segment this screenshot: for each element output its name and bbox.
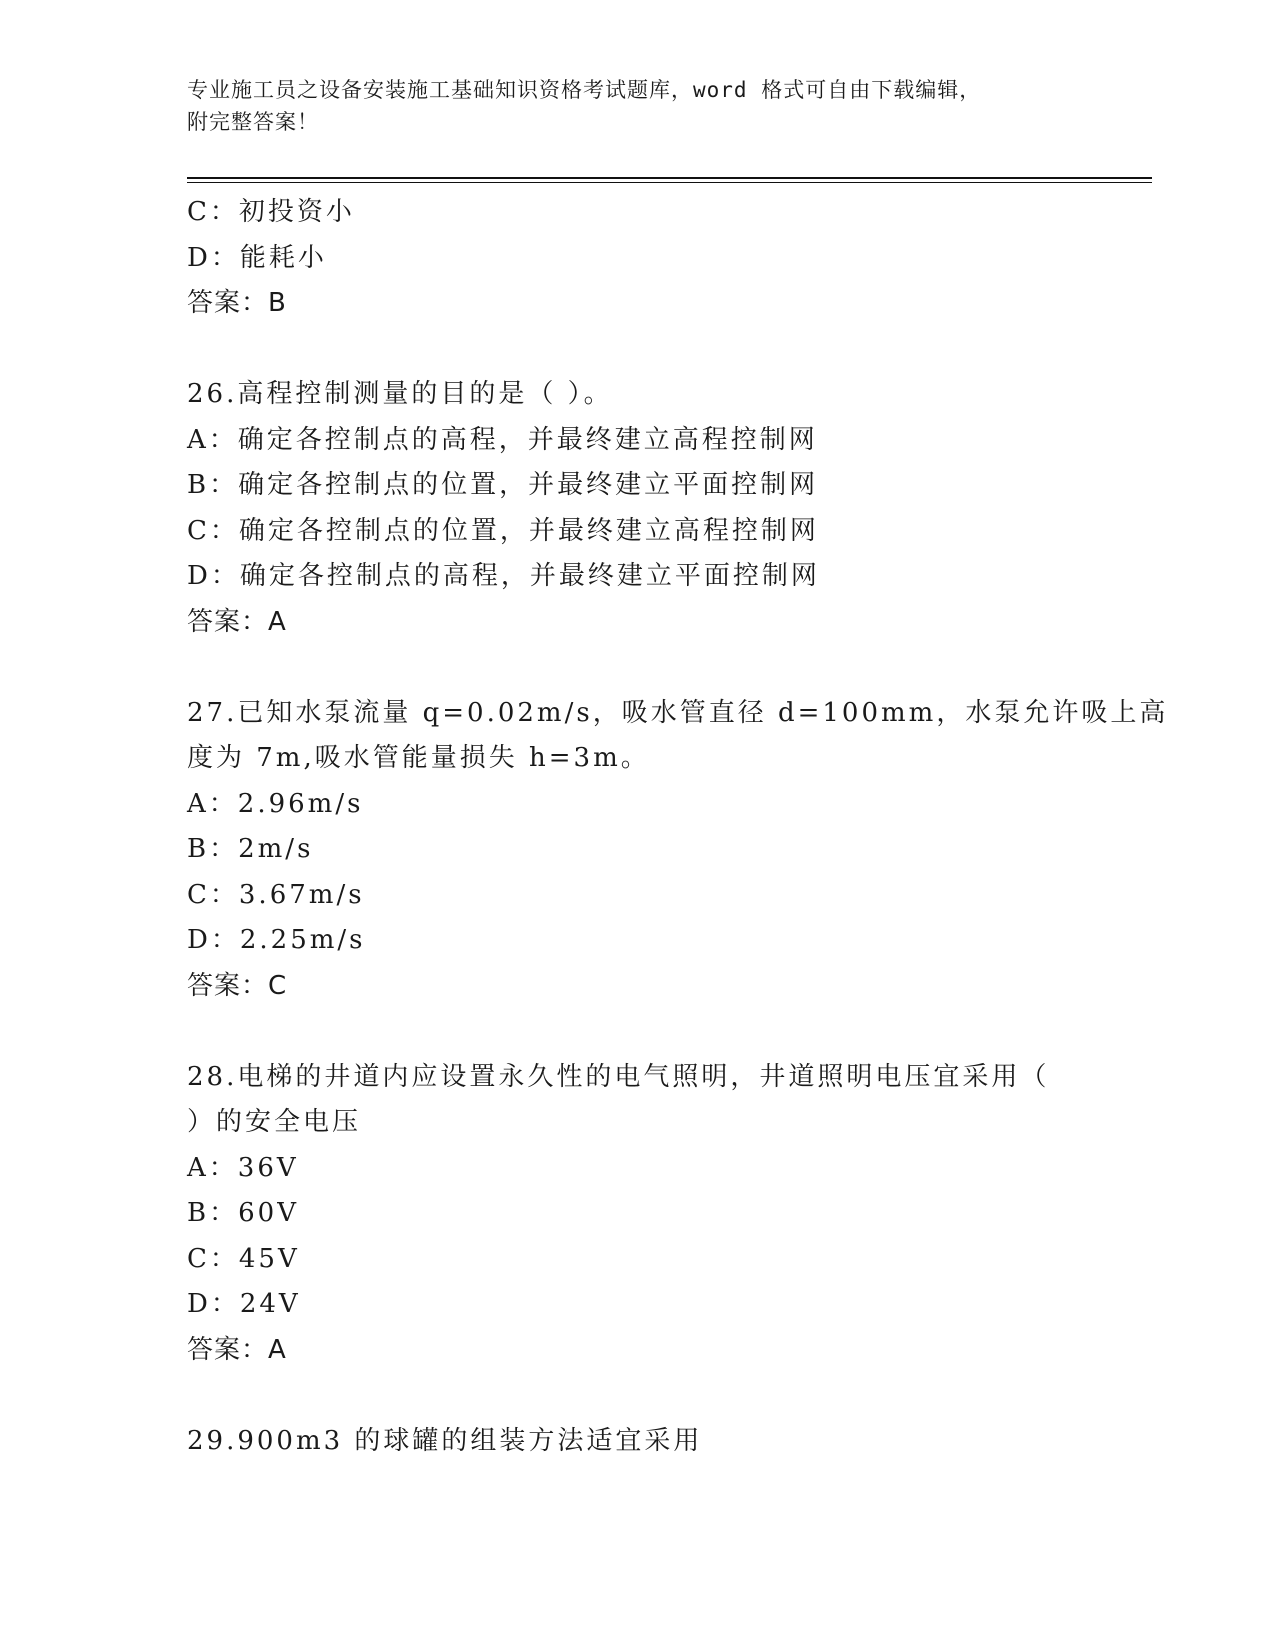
document-header xyxy=(187,74,1087,138)
question-content xyxy=(187,190,1169,1464)
option-c: C：45V xyxy=(187,1243,300,1274)
header-title-line-2: 附完整答案！ xyxy=(187,110,319,134)
question-26 xyxy=(187,372,1147,645)
spacer xyxy=(187,1373,1147,1419)
question-text: 29.900m3 的球罐的组装方法适宜采用 xyxy=(187,1425,703,1456)
spacer xyxy=(187,327,1147,373)
answer-line: 答案：B xyxy=(187,288,287,318)
option-b: B：确定各控制点的位置，并最终建立平面控制网 xyxy=(187,470,819,500)
question-text-line-1: 27.已知水泵流量 q=0.02m/s，吸水管直径 d=100mm，水泵允许吸上高 xyxy=(187,697,1169,728)
question-text-line-1: 28.电梯的井道内应设置永久性的电气照明，井道照明电压宜采用（ xyxy=(187,1061,1050,1092)
option-d: D：2.25m/s xyxy=(187,925,366,955)
option-c: C：初投资小 xyxy=(187,197,355,227)
header-divider-thin xyxy=(187,182,1152,183)
option-d: D：24V xyxy=(187,1289,301,1319)
option-c: C：3.67m/s xyxy=(187,879,365,910)
question-29 xyxy=(187,1419,1147,1465)
option-a: A：36V xyxy=(187,1152,299,1183)
option-b: B：60V xyxy=(187,1198,299,1228)
question-text: 26.高程控制测量的目的是（ ）。 xyxy=(187,379,613,409)
answer-line: 答案：A xyxy=(187,1334,287,1365)
option-d: D：确定各控制点的高程，并最终建立平面控制网 xyxy=(187,561,820,591)
option-a: A：确定各控制点的高程，并最终建立高程控制网 xyxy=(187,424,818,455)
option-a: A：2.96m/s xyxy=(187,788,364,819)
header-title-line-1: 专业施工员之设备安装施工基础知识资格考试题库，word 格式可自由下载编辑， xyxy=(187,78,982,102)
spacer xyxy=(187,1009,1147,1055)
question-25-tail xyxy=(187,190,1147,327)
option-d: D：能耗小 xyxy=(187,242,327,273)
option-b: B：2m/s xyxy=(187,834,314,864)
header-divider-thick xyxy=(187,177,1152,179)
option-c: C：确定各控制点的位置，并最终建立高程控制网 xyxy=(187,515,819,546)
question-text-line-2: ）的安全电压 xyxy=(187,1107,362,1137)
answer-line: 答案：A xyxy=(187,606,287,637)
answer-line: 答案：C xyxy=(187,970,288,1001)
question-27 xyxy=(187,691,1169,1010)
question-28 xyxy=(187,1055,1147,1374)
question-text-line-2: 度为 7m,吸水管能量损失 h=3m。 xyxy=(187,743,650,773)
spacer xyxy=(187,645,1147,691)
